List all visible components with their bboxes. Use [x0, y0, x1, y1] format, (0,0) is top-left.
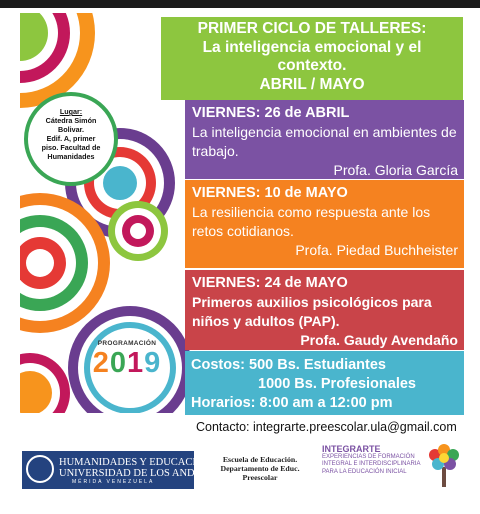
circle-group-small	[108, 201, 168, 261]
ula-crest-icon	[26, 455, 54, 483]
venue-line-1: Cátedra Simón	[45, 116, 97, 125]
program-year-text: 2019	[92, 347, 162, 379]
event-card-may-24	[185, 270, 464, 350]
school-line-1: Escuela de Educación.	[222, 455, 298, 464]
event-title: La resiliencia como respuesta ante los retos cotidianos.	[192, 204, 431, 239]
event-card-april-26	[185, 100, 464, 179]
integrarte-line-1: EXPERIENCIAS DE FORMACIÓN	[322, 453, 415, 460]
event-card-may-10	[185, 180, 464, 268]
school-department-text	[204, 455, 316, 482]
title-line-4: ABRIL / MAYO	[259, 75, 365, 93]
title-line-2: La inteligencia emocional y el	[202, 38, 422, 56]
event-speaker: Profa. Piedad Buchheister	[295, 242, 458, 258]
school-line-2: Departamento de Educ.	[220, 464, 300, 473]
integrarte-logo	[322, 446, 430, 476]
costs-box	[185, 351, 464, 415]
contact-email-text: Contacto: integrarte.preescolar.ula@gmail.com	[196, 420, 457, 434]
integrarte-line-3: PARA LA EDUCACIÓN INICIAL	[322, 468, 407, 475]
schedule: Horarios: 8:00 am a 12:00 pm	[191, 395, 393, 411]
cost-professionals: 1000 Bs. Profesionales	[258, 376, 416, 392]
title-line-1: PRIMER CICLO DE TALLERES:	[197, 20, 427, 37]
cost-students: Costos: 500 Bs. Estudiantes	[191, 357, 386, 373]
school-line-3: Preescolar	[242, 473, 278, 482]
event-title: La inteligencia emocional en ambientes de trabajo.	[192, 124, 457, 159]
venue-line-4: piso. Facultad de	[41, 143, 101, 152]
ula-humanidades-logo	[22, 451, 212, 489]
venue-label: Lugar:	[59, 107, 83, 116]
venue-badge	[24, 92, 118, 186]
event-title: Primeros auxilios psicológicos para niños y adultos (PAP).	[192, 294, 432, 329]
workshop-title-box	[161, 17, 463, 100]
program-label: PROGRAMACIÓN	[97, 340, 157, 347]
title-line-3: contexto.	[277, 57, 347, 74]
event-date: VIERNES: 26 de ABRIL	[192, 105, 350, 121]
event-date: VIERNES: 24 de MAYO	[192, 275, 348, 291]
footer-logos	[22, 443, 464, 493]
integrarte-line-2: INTEGRAL E INTERDISCIPLINARIA	[322, 461, 421, 467]
venue-line-5: Humanidades	[47, 152, 95, 161]
event-date: VIERNES: 10 de MAYO	[192, 185, 348, 201]
uni-line-1: HUMANIDADES Y EDUCACIÓN	[59, 457, 212, 468]
program-year	[80, 347, 174, 379]
program-2019-badge	[80, 340, 174, 396]
tree-logo-icon	[426, 443, 462, 489]
uni-line-2: UNIVERSIDAD DE LOS ANDES	[59, 468, 207, 479]
event-speaker: Profa. Gaudy Avendaño	[300, 332, 458, 348]
venue-line-2: Bolivar.	[58, 125, 84, 134]
integrarte-name: INTEGRARTE	[322, 444, 381, 454]
venue-line-3: Edif. A, primer	[46, 134, 96, 143]
uni-line-3: MÉRIDA VENEZUELA	[72, 479, 155, 485]
circle-group-lower-left	[20, 353, 70, 413]
event-speaker: Profa. Gloria García	[333, 162, 458, 178]
top-bar	[0, 0, 480, 8]
